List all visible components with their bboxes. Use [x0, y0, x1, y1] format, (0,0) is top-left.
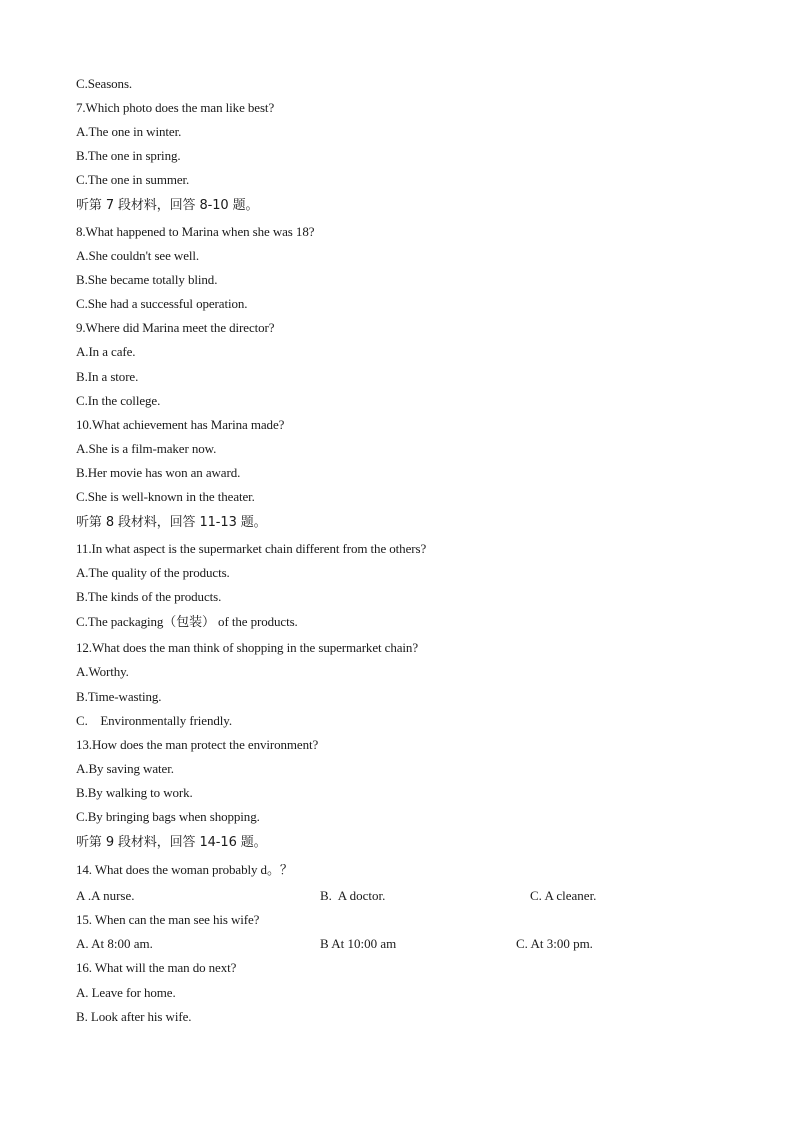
- q10-option-a: A.She is a film-maker now.: [76, 441, 217, 456]
- q14-option-c: C. A cleaner.: [530, 888, 597, 903]
- q10-question: 10.What achievement has Marina made?: [76, 417, 285, 432]
- q13-question: 13.How does the man protect the environment?: [76, 737, 319, 752]
- q16-question: 16. What will the man do next?: [76, 960, 237, 975]
- q12-option-c: C. Environmentally friendly.: [76, 713, 232, 728]
- q13-option-b: B.By walking to work.: [76, 785, 193, 800]
- q9-option-a: A.In a cafe.: [76, 344, 136, 359]
- section-9-heading: 听第 9 段材料，回答 14-16 题。: [76, 835, 267, 850]
- q12-option-a: A.Worthy.: [76, 664, 129, 679]
- q13-option-a: A.By saving water.: [76, 761, 174, 776]
- q11-option-b: B.The kinds of the products.: [76, 589, 222, 604]
- q8-option-b: B.She became totally blind.: [76, 272, 218, 287]
- q7-option-b: B.The one in spring.: [76, 148, 181, 163]
- q8-option-c: C.She had a successful operation.: [76, 296, 248, 311]
- q9-question: 9.Where did Marina meet the director?: [76, 320, 275, 335]
- q8-question: 8.What happened to Marina when she was 18?: [76, 224, 315, 239]
- q11-option-c: C.The packaging（包装） of the products.: [76, 614, 298, 629]
- section-8-heading: 听第 8 段材料，回答 11-13 题。: [76, 515, 267, 530]
- q15-option-c: C. At 3:00 pm.: [516, 936, 593, 951]
- q7-option-a: A.The one in winter.: [76, 124, 182, 139]
- q13-option-c: C.By bringing bags when shopping.: [76, 809, 260, 824]
- q8-option-a: A.She couldn't see well.: [76, 248, 200, 263]
- q15-option-a: A. At 8:00 am.: [76, 936, 153, 951]
- q9-option-c: C.In the college.: [76, 393, 161, 408]
- q10-option-c: C.She is well-known in the theater.: [76, 489, 255, 504]
- q14-option-b: B. A doctor.: [320, 888, 386, 903]
- q9-option-b: B.In a store.: [76, 369, 139, 384]
- q11-option-a: A.The quality of the products.: [76, 565, 230, 580]
- section-7-heading: 听第 7 段材料，回答 8-10 题。: [76, 198, 259, 213]
- q6-option-c: C.Seasons.: [76, 76, 133, 91]
- q12-option-b: B.Time-wasting.: [76, 689, 162, 704]
- q7-question: 7.Which photo does the man like best?: [76, 100, 275, 115]
- q16-option-b: B. Look after his wife.: [76, 1009, 192, 1024]
- q7-option-c: C.The one in summer.: [76, 172, 190, 187]
- q11-question: 11.In what aspect is the supermarket chain different from the others?: [76, 541, 427, 556]
- q12-question: 12.What does the man think of shopping in the supermarket chain?: [76, 640, 418, 655]
- q15-option-b: B At 10:00 am: [320, 936, 397, 951]
- q15-question: 15. When can the man see his wife?: [76, 912, 260, 927]
- q14-option-a: A .A nurse.: [76, 888, 135, 903]
- q16-option-a: A. Leave for home.: [76, 985, 176, 1000]
- q10-option-b: B.Her movie has won an award.: [76, 465, 241, 480]
- q14-question: 14. What does the woman probably d。？: [76, 862, 293, 877]
